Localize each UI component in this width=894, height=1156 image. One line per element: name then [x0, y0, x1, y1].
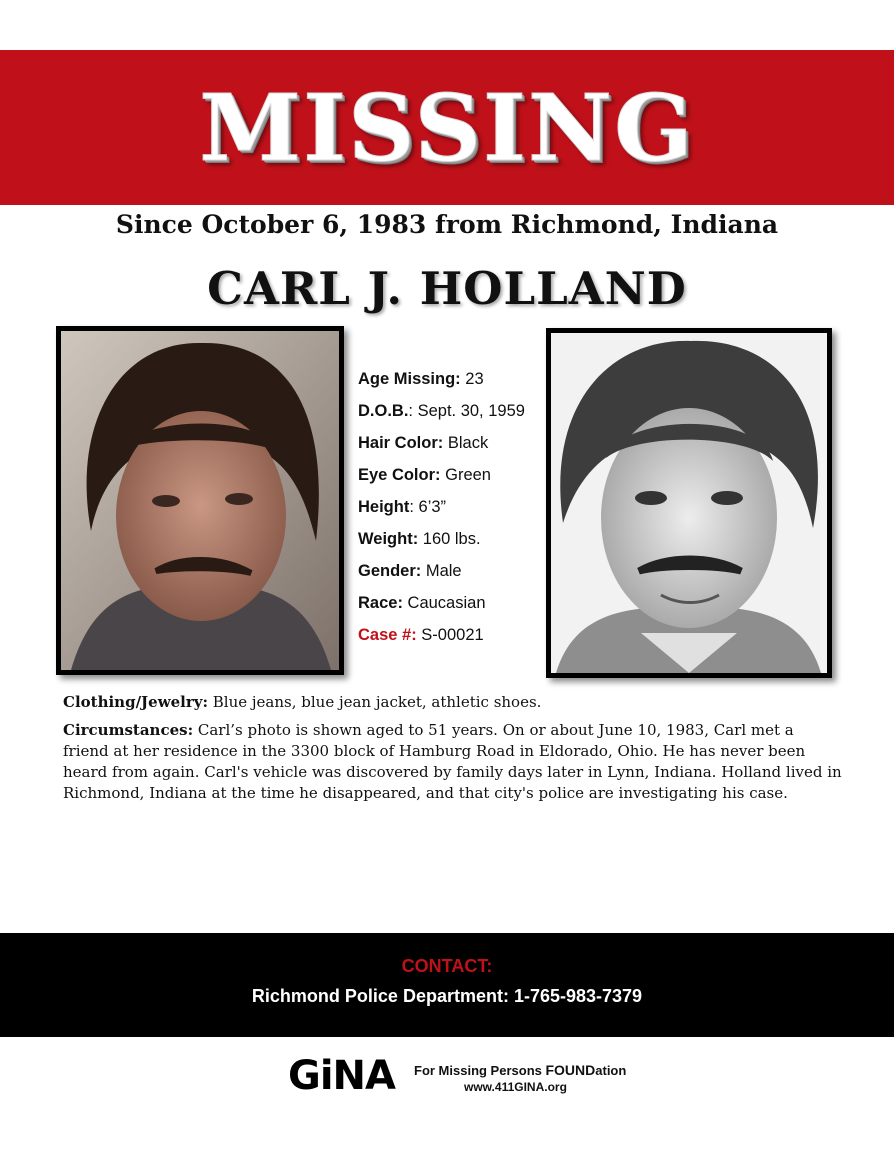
- person-details: [358, 366, 543, 654]
- age-progression-sketch: [546, 328, 832, 678]
- detail-value: : 6’3”: [409, 498, 447, 516]
- logo-wordmark: GiNA: [288, 1053, 395, 1099]
- tagline-suffix: ation: [595, 1063, 627, 1078]
- detail-label: Race:: [358, 594, 403, 612]
- detail-label: Height: [358, 498, 410, 516]
- detail-eye-color: [358, 462, 543, 494]
- detail-value: Male: [421, 562, 462, 580]
- person-photo: [56, 326, 344, 675]
- detail-weight: [358, 526, 543, 558]
- case-number-label: Case #:: [358, 626, 417, 644]
- detail-value: S-00021: [416, 626, 484, 644]
- logo-tagline: [414, 1062, 626, 1078]
- clothing-label: Clothing/Jewelry:: [63, 693, 208, 711]
- sketch-image: [551, 333, 827, 673]
- detail-height: [358, 494, 543, 526]
- detail-value: Black: [443, 434, 489, 452]
- detail-case-number: [358, 622, 543, 654]
- detail-value: 23: [460, 370, 484, 388]
- contact-bar: [0, 933, 894, 1037]
- detail-value: Green: [440, 466, 491, 484]
- photo-image: [61, 331, 339, 670]
- banner-title: MISSING: [199, 73, 695, 182]
- detail-race: [358, 590, 543, 622]
- clothing-text: Blue jeans, blue jean jacket, athletic shoes.: [208, 693, 542, 711]
- detail-label: Age Missing:: [358, 370, 461, 388]
- missing-since-line: Since October 6, 1983 from Richmond, Indiana: [115, 210, 779, 239]
- circumstances-section: [63, 720, 843, 804]
- detail-label: Gender:: [358, 562, 422, 580]
- detail-label: Eye Color:: [358, 466, 441, 484]
- detail-age: [358, 366, 543, 398]
- missing-banner: [0, 50, 894, 205]
- detail-value: Caucasian: [402, 594, 486, 612]
- detail-dob: [358, 398, 543, 430]
- tagline-emphasis: FOUND: [545, 1062, 596, 1078]
- detail-label: D.O.B.: [358, 402, 409, 420]
- detail-value: 160 lbs.: [418, 530, 481, 548]
- gina-logo: [288, 1052, 628, 1102]
- contact-label: CONTACT:: [401, 956, 493, 976]
- tagline-prefix: For Missing Persons: [414, 1063, 546, 1078]
- person-name: CARL J. HOLLAND: [207, 262, 687, 315]
- clothing-section: [63, 692, 843, 713]
- detail-label: Hair Color:: [358, 434, 444, 452]
- circumstances-label: Circumstances:: [63, 721, 194, 739]
- detail-value: : Sept. 30, 1959: [408, 402, 525, 420]
- detail-gender: [358, 558, 543, 590]
- contact-phone-line: Richmond Police Department: 1-765-983-7379: [251, 986, 643, 1006]
- logo-url: www.411GINA.org: [464, 1080, 567, 1094]
- detail-hair-color: [358, 430, 543, 462]
- circumstances-text: Carl’s photo is shown aged to 51 years. On or about June 10, 1983, Carl met a friend at her residence in the 3300 block of Hamburg Road in Eldorado, Ohio. He has never been heard from again. Carl's vehicle was discovered by family days later in Lynn, Indiana. Holland lived in Richmond, Indiana at the time he disappeared, and that city's police are investigating his case.: [63, 721, 842, 802]
- detail-label: Weight:: [358, 530, 419, 548]
